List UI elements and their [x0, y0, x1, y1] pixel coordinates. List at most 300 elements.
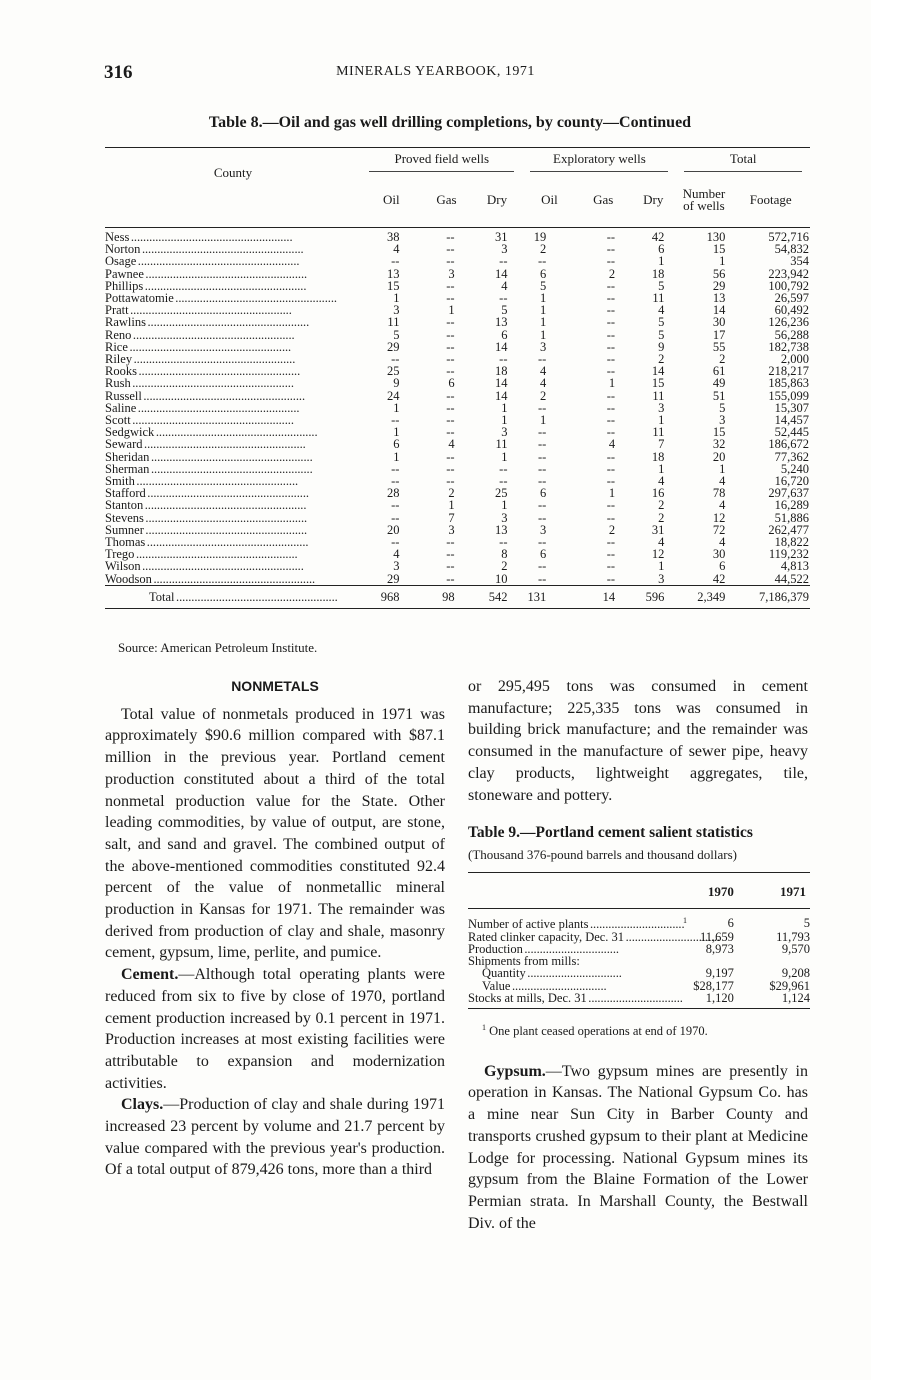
county-name: Osage . . . [105, 255, 361, 267]
group-proved-field-wells: Proved field wells [361, 148, 522, 173]
cell-value: 131 [522, 585, 576, 608]
cell-value: 19 [533, 230, 547, 244]
cell-value: -- [606, 413, 616, 428]
cell-value: 9,208 [781, 966, 810, 981]
cell-value: 596 [630, 585, 676, 608]
cell-value: 11 [387, 315, 400, 330]
county-name: Rawlins . . . [105, 316, 361, 328]
table-row [468, 992, 810, 1009]
cell-value: -- [446, 278, 455, 293]
cell-value: 4 [393, 242, 400, 257]
cell-value: -- [391, 510, 400, 525]
paragraph-nonmetals: Total value of nonmetals produced in 1971 was approximately $90.6 million compared with $87.1 million in the previous year. Portland cement production constituted about a third of the total nonmetal production value for the State. Other leading commodities, by value of output, are stone, salt, and sand and gravel. The combined output of the above-mentioned commodities constituted 92.4 percent of the value of nonmetallic mineral production in Kansas for 1971. The remainder was derived from production of clay and shale, masonry cement, gypsum, lime, perlite, and pumice. [105, 705, 445, 962]
cell-value: 16,289 [774, 498, 809, 513]
cell-value: 5 [540, 278, 547, 293]
col-1971: 1971 [752, 872, 810, 909]
cell-value: 1 [393, 400, 400, 415]
cell-value: 5,240 [780, 461, 809, 476]
cell-value: 26,597 [774, 291, 809, 306]
cell-value: 16,720 [774, 474, 809, 489]
cell-value: 51 [712, 388, 726, 403]
cell-value: -- [606, 461, 616, 476]
cell-value: 31 [651, 522, 665, 537]
cell-value: 155,099 [768, 388, 809, 403]
cell-value: 100,792 [768, 278, 809, 293]
cell-value: -- [537, 425, 547, 440]
cell-value: 9 [393, 376, 400, 391]
cell-value: 6 [719, 559, 726, 574]
cell-value: 5 [719, 400, 726, 415]
cell-value: 218,217 [768, 364, 809, 379]
cell-value: -- [446, 474, 455, 489]
cell-value: 56,288 [774, 327, 809, 342]
cell-value: 2 [719, 352, 726, 367]
cell-value: $28,177 [693, 978, 734, 993]
col-exp-dry: Dry [630, 172, 676, 228]
cell-value: 6 [540, 266, 547, 281]
county-name: Smith . . . [105, 475, 361, 487]
cell-value: 29 [712, 278, 726, 293]
col-oil: Oil [361, 172, 421, 228]
cell-value: -- [499, 291, 508, 306]
cell-value: -- [446, 559, 455, 574]
cell-value: 14 [576, 585, 630, 608]
row-label: Stocks at mills, Dec. 31 . . . [468, 992, 668, 1009]
cell-value: 2,349 [676, 585, 731, 608]
county-name: Phillips . . . [105, 280, 361, 292]
table8-title: Table 8.—Oil and gas well drilling completions, by county—Continued [208, 114, 692, 131]
cell-value: -- [446, 242, 455, 257]
county-name: Trego . . . [105, 548, 361, 560]
cell-value: -- [446, 352, 455, 367]
cell-value: 18 [494, 364, 508, 379]
cell-value: 1 [658, 559, 665, 574]
cell-value: 1 [540, 327, 547, 342]
cell-value: 55 [712, 339, 726, 354]
cell-value: -- [446, 413, 455, 428]
cell-value: 2 [501, 559, 508, 574]
cell-value: 14 [712, 303, 726, 318]
county-name: Riley . . . [105, 353, 361, 365]
cell-value: 20 [386, 522, 400, 537]
cell-value: 8,973 [705, 941, 734, 956]
county-name: Sherman . . . [105, 463, 361, 475]
table8-source: Source: American Petroleum Institute. [118, 640, 318, 655]
county-name: Rooks . . . [105, 365, 361, 377]
cell-value: 1,124 [752, 992, 810, 1009]
cell-value: -- [606, 547, 616, 562]
table-row [105, 228, 810, 244]
cell-value: 11 [495, 437, 508, 452]
cell-value: 15 [712, 242, 726, 257]
cell-value: 18 [651, 266, 665, 281]
cell-value: -- [499, 535, 508, 550]
cell-value: -- [446, 547, 455, 562]
cell-value: 3 [540, 522, 547, 537]
cell-value: 9 [658, 339, 665, 354]
cell-value: 56 [712, 266, 726, 281]
col-1970: 1970 [668, 872, 752, 909]
cell-value: 4 [658, 303, 665, 318]
cell-value: -- [606, 498, 616, 513]
cell-value: 262,477 [768, 522, 809, 537]
table9-subtitle: (Thousand 376-pound barrels and thousand dollars) [468, 846, 737, 862]
cell-value: 4 [719, 498, 726, 513]
cell-value: 297,637 [768, 486, 809, 501]
cell-value: -- [391, 535, 400, 550]
cell-value: 5 [393, 327, 400, 342]
cell-value: 4 [719, 535, 726, 550]
cell-value: 223,942 [768, 266, 809, 281]
paragraph-cement: Cement.—Although total operating plants were reduced from six to five by close of 1970, portland cement production increased by 0.1 percent in 1971. Production increases at most existing facilities were attributable to expansion and modernization activities. [105, 966, 445, 1092]
cell-value: 1 [501, 449, 508, 464]
table8-drilling-completions [105, 147, 810, 609]
cell-value: 11,659 [699, 929, 734, 944]
row-label: Number of active plants . . . $^1$ [468, 909, 668, 931]
cell-value: 4 [719, 474, 726, 489]
county-name: Rush . . . [105, 377, 361, 389]
cell-value: 4 [658, 474, 665, 489]
cell-value: 42 [712, 571, 726, 586]
cell-value: 3 [501, 425, 508, 440]
cell-value: 2 [658, 352, 665, 367]
county-name: Reno . . . [105, 329, 361, 341]
col-gas: Gas [421, 172, 471, 228]
cell-value: 42 [651, 230, 665, 244]
cell-value: -- [391, 498, 400, 513]
cell-value: -- [606, 510, 616, 525]
cell-value: 1 [540, 413, 547, 428]
cell-value: 7 [658, 437, 665, 452]
row-label: Value . . . [468, 980, 668, 992]
cell-value: 11 [652, 291, 665, 306]
cell-value: 77,362 [774, 449, 809, 464]
cell-value: 44,522 [774, 571, 809, 586]
cell-value: 12 [712, 510, 726, 525]
cell-value: -- [537, 254, 547, 269]
cell-value: 968 [361, 585, 421, 608]
cell-value: -- [606, 315, 616, 330]
cell-value: -- [499, 461, 508, 476]
cell-value: -- [606, 254, 616, 269]
cell-value: 12 [651, 547, 665, 562]
cell-value: 8 [501, 547, 508, 562]
paragraph-clays: Clays.—Production of clay and shale during 1971 increased 23 percent by volume and 21.7 percent by value compared with the previous year's production. Of a total output of 879,426 tons, more than a third [105, 1096, 445, 1179]
cell-value: 6 [393, 437, 400, 452]
cell-value: 29 [386, 571, 400, 586]
county-name: Sedgwick . . . [105, 426, 361, 438]
cell-value: -- [446, 254, 455, 269]
cell-value: 1,120 [668, 992, 752, 1009]
cell-value: 6 [540, 547, 547, 562]
cell-value: -- [446, 315, 455, 330]
cell-value: 2 [448, 486, 455, 501]
left-column [105, 676, 445, 1181]
county-name: Sumner . . . [105, 524, 361, 536]
cell-value: 1 [393, 425, 400, 440]
cell-value: 3 [501, 242, 508, 257]
cell-value: 3 [501, 510, 508, 525]
cell-value: 1 [658, 413, 665, 428]
cell-value: 28 [386, 486, 400, 501]
row-label: Shipments from mills: [468, 954, 580, 969]
cell-value: -- [606, 278, 616, 293]
cell-value: 6 [727, 915, 734, 930]
cell-value: 7,186,379 [731, 585, 810, 608]
paragraph-gypsum: Gypsum.—Two gypsum mines are presently in operation in Kansas. The National Gypsum Co. has a mine near Sun City in Barber County and transports crushed gypsum to their plant at Medicine Lodge for processing. National Gypsum mines its gypsum from the Blaine Formation of the Lower Permian strata. In Marshall County, the Bestwall Div. of the [468, 1062, 808, 1232]
cell-value: 14 [494, 388, 508, 403]
county-name: Norton . . . [105, 243, 361, 255]
cell-value: 4 [501, 278, 508, 293]
cell-value: 18,822 [774, 535, 809, 550]
cell-value: 4,813 [780, 559, 809, 574]
cell-value: -- [391, 474, 400, 489]
cell-value: -- [537, 571, 547, 586]
cell-value: -- [499, 254, 508, 269]
cell-value: -- [537, 352, 547, 367]
cell-value: 11 [652, 388, 665, 403]
cell-value: 5 [803, 915, 810, 930]
col-exp-oil: Oil [522, 172, 576, 228]
cell-value: 52,445 [774, 425, 809, 440]
cell-value: 1 [393, 449, 400, 464]
table-row [468, 909, 810, 931]
cell-value: 5 [501, 303, 508, 318]
cell-value: -- [446, 364, 455, 379]
cell-value: 4 [448, 437, 455, 452]
cell-value: 11 [652, 425, 665, 440]
cell-value: 2 [540, 242, 547, 257]
cell-value: 5 [658, 315, 665, 330]
cell-value: 6 [540, 486, 547, 501]
cell-value: -- [606, 291, 616, 306]
cell-value: 25 [386, 364, 400, 379]
cell-value: -- [499, 352, 508, 367]
cell-value: -- [391, 254, 400, 269]
cell-value: 18 [651, 449, 665, 464]
row-label: Production . . . [468, 943, 668, 955]
cell-value: 1 [608, 376, 616, 391]
cell-value: 4 [393, 547, 400, 562]
cell-value: 4 [608, 437, 616, 452]
cell-value: 32 [712, 437, 726, 452]
county-name: Stafford . . . [105, 487, 361, 499]
cell-value: 98 [421, 585, 471, 608]
cell-value: -- [606, 303, 616, 318]
cell-value: -- [537, 449, 547, 464]
cell-value: 354 [790, 254, 809, 269]
cell-value: 3 [719, 413, 726, 428]
cell-value: -- [537, 510, 547, 525]
cell-value: -- [606, 388, 616, 403]
cell-value: 14 [651, 364, 665, 379]
cell-value: 3 [540, 339, 547, 354]
cell-value: 14,457 [774, 413, 809, 428]
group-total: Total [676, 148, 810, 173]
table9-portland-cement [468, 872, 810, 1009]
cell-value: 3 [658, 400, 665, 415]
cell-value: -- [446, 425, 455, 440]
cell-value: 14 [494, 339, 508, 354]
cell-value: 1 [448, 303, 455, 318]
cell-value: -- [391, 413, 400, 428]
cell-value: 2 [658, 510, 665, 525]
cell-value: -- [446, 339, 455, 354]
cell-value: 9,197 [705, 966, 734, 981]
cell-value: 72 [712, 522, 726, 537]
county-name: Woodson . . . [105, 573, 361, 586]
cell-value: 1 [658, 254, 665, 269]
cell-value: 25 [494, 486, 508, 501]
cell-value: -- [606, 559, 616, 574]
row-label: Quantity . . . [468, 967, 668, 979]
cell-value: $29,961 [769, 978, 810, 993]
cell-value: 14 [494, 266, 508, 281]
cell-value: 3 [448, 266, 455, 281]
col-dry: Dry [472, 172, 523, 228]
cell-value: 13 [494, 315, 508, 330]
cell-value: 186,672 [768, 437, 809, 452]
right-column [468, 676, 808, 1234]
cell-value: 7 [448, 510, 455, 525]
paragraph-clays-continued: or 295,495 tons was consumed in cement manufacture; 225,335 tons was consumed in building brick manufacture; and the remainder was consumed in the manufacture of sewer pipe, heavy clay products, lightweight aggregates, tile, stoneware and pottery. [468, 678, 808, 804]
cell-value: -- [446, 571, 455, 586]
county-name: Russell . . . [105, 390, 361, 402]
county-name: Stevens . . . [105, 512, 361, 524]
county-header: County [105, 148, 361, 228]
county-name: Thomas . . . [105, 536, 361, 548]
cell-value: 6 [501, 327, 508, 342]
cell-value: 2 [608, 266, 616, 281]
cell-value: 61 [712, 364, 726, 379]
table9-title: Table 9.—Portland cement salient statistics [468, 824, 753, 842]
cell-value: 1 [658, 461, 665, 476]
cell-value: 17 [712, 327, 726, 342]
cell-value: -- [606, 449, 616, 464]
cell-value: 2 [608, 522, 616, 537]
cell-value: 13 [386, 266, 400, 281]
cell-value: -- [606, 400, 616, 415]
cell-value: 60,492 [774, 303, 809, 318]
cell-value: 51,886 [774, 510, 809, 525]
cell-value: 1 [540, 291, 547, 306]
running-title: MINERALS YEARBOOK, 1971 [336, 64, 535, 79]
county-name: Seward . . . [105, 438, 361, 450]
county-name: Total . . . [105, 585, 361, 608]
cell-value: -- [446, 327, 455, 342]
cell-value: 38 [386, 230, 400, 244]
county-name: Stanton . . . [105, 499, 361, 511]
cell-value: 1 [393, 291, 400, 306]
cell-value: 1 [719, 461, 726, 476]
cell-value: 4 [540, 364, 547, 379]
cell-value: -- [606, 474, 616, 489]
cell-value: 1 [501, 413, 508, 428]
cell-value: 9,570 [781, 941, 810, 956]
cell-value: 185,863 [768, 376, 809, 391]
cell-value: -- [606, 327, 616, 342]
cell-value: 3 [658, 571, 665, 586]
cell-value: 10 [494, 571, 508, 586]
cell-value: 15 [651, 376, 665, 391]
cell-value: -- [446, 449, 455, 464]
cell-value: 1 [501, 498, 508, 513]
cell-value: -- [446, 388, 455, 403]
cell-value: 2 [540, 388, 547, 403]
col-exp-gas: Gas [576, 172, 630, 228]
col-number-of-wells: Number of wells [676, 172, 731, 228]
cell-value: 2 [658, 498, 665, 513]
cell-value: 78 [712, 486, 726, 501]
cell-value: 30 [712, 315, 726, 330]
county-name: Pottawatomie . . . [105, 292, 361, 304]
county-name: Pawnee . . . [105, 268, 361, 280]
cell-value: 49 [712, 376, 726, 391]
cell-value: 15,307 [774, 400, 809, 415]
cell-value: 15 [712, 425, 726, 440]
county-name: Sheridan . . . [105, 451, 361, 463]
cell-value: 1 [501, 400, 508, 415]
cell-value: -- [537, 474, 547, 489]
cell-value: -- [537, 498, 547, 513]
cell-value: -- [446, 400, 455, 415]
cell-value: 572,716 [768, 230, 809, 244]
cell-value: 3 [393, 303, 400, 318]
cell-value: 14 [494, 376, 508, 391]
cell-value: -- [391, 461, 400, 476]
cell-value: -- [446, 291, 455, 306]
cell-value: 24 [386, 388, 400, 403]
county-name: Ness . . . [105, 228, 361, 244]
cell-value: 542 [472, 585, 523, 608]
cell-value: -- [537, 535, 547, 550]
table-row [105, 573, 810, 586]
county-name: Pratt . . . [105, 304, 361, 316]
county-name: Scott . . . [105, 414, 361, 426]
cell-value: 11,793 [776, 929, 810, 944]
cell-value: 29 [386, 339, 400, 354]
cell-value: 1 [719, 254, 726, 269]
cell-value: -- [606, 339, 616, 354]
cell-value: -- [606, 242, 616, 257]
cell-value: 4 [658, 535, 665, 550]
col-footage: Footage [731, 172, 810, 228]
cell-value: -- [446, 230, 455, 244]
cell-value: -- [446, 535, 455, 550]
cell-value: -- [606, 535, 616, 550]
cell-value: 1 [448, 498, 455, 513]
cell-value: 3 [393, 559, 400, 574]
cell-value: 54,832 [774, 242, 809, 257]
cell-value: 20 [712, 449, 726, 464]
cell-value: 1 [540, 303, 547, 318]
county-name: Wilson . . . [105, 560, 361, 572]
cell-value: -- [537, 461, 547, 476]
group-exploratory-wells: Exploratory wells [522, 148, 676, 173]
table-total-row [105, 585, 810, 608]
cell-value: -- [391, 352, 400, 367]
table9-footnote: $^1$ One plant ceased operations at end of 1970. [482, 1022, 708, 1039]
cell-value: 1 [608, 486, 616, 501]
cell-value: 16 [651, 486, 665, 501]
county-name: Rice . . . [105, 341, 361, 353]
cell-value: 130 [706, 230, 726, 244]
cell-value: 1 [540, 315, 547, 330]
page-number: 316 [104, 62, 133, 83]
cell-value: 6 [448, 376, 455, 391]
cell-value: 5 [658, 327, 665, 342]
cell-value: 31 [494, 230, 508, 244]
